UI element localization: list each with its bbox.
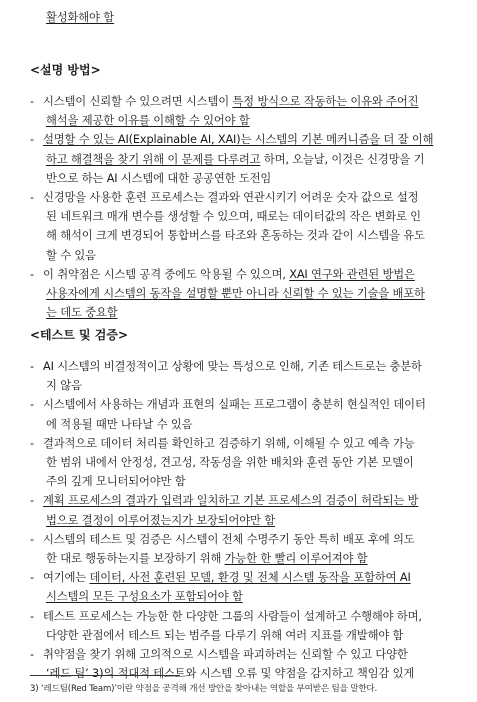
bullet-line bbox=[30, 360, 422, 374]
line-text: 할 수 있음 bbox=[46, 248, 96, 262]
line-text: ‘레드 팀’ 3)의 적대적 테스트와 시스템 오류 및 약점을 감지하고 책임감 있게 bbox=[46, 667, 415, 681]
section-title-explanation: <설명 방법> bbox=[30, 63, 101, 77]
bullet-dash: - bbox=[30, 571, 34, 585]
bullet-line bbox=[30, 648, 408, 662]
bullet-line bbox=[30, 437, 415, 451]
bullet-line bbox=[30, 398, 426, 412]
line-text: 해 해석이 크게 변경되어 통합버스를 타조와 혼동하는 것과 같이 시스템을 유도 bbox=[46, 229, 425, 243]
bullet-line bbox=[30, 133, 433, 147]
continuation-line bbox=[46, 475, 185, 489]
bullet-line bbox=[30, 494, 418, 508]
continuation-line bbox=[46, 172, 271, 186]
footnote: 3) ‘레드팀(Red Team)’이란 약점을 공격해 개선 방안을 찾아내는 역할을 부여받은 팀을 말한다. bbox=[30, 684, 378, 694]
line-text: 지 않음 bbox=[46, 379, 82, 393]
bullet-dash: - bbox=[30, 133, 34, 147]
bullet-dash: - bbox=[30, 398, 34, 412]
line-text: 에 적용될 때만 나타날 수 있음 bbox=[46, 417, 193, 431]
line-text: AI 시스템의 비결정적이고 상황에 맞는 특성으로 인해, 기존 테스트로는 충분하 bbox=[43, 360, 422, 373]
bullet-line bbox=[30, 610, 422, 624]
bullet-dash: - bbox=[30, 648, 34, 661]
line-text: 해석을 제공한 이유를 이해할 수 있어야 함 bbox=[46, 114, 250, 128]
line-text: 여기에는 bbox=[43, 571, 90, 585]
bullet-dash: - bbox=[30, 95, 34, 108]
continuation-line bbox=[46, 229, 425, 243]
bullet-dash: - bbox=[30, 360, 34, 373]
line-text: 설명할 수 있는 AI(Explainable AI, XAI)는 시스템의 기본 메커니즘을 더 잘 이해 bbox=[43, 133, 434, 147]
line-text: 취약점을 찾기 위해 고의적으로 시스템을 파괴하려는 신뢰할 수 있고 다양한 bbox=[43, 648, 408, 661]
line-text: 하며, 오늘날, 이것은 신경망을 기 bbox=[260, 152, 425, 166]
continuation-line bbox=[46, 514, 275, 528]
line-text: 결과적으로 데이터 처리를 확인하고 검증하기 위해, 이해될 수 있고 예측 가능 bbox=[43, 436, 415, 450]
continuation-line bbox=[46, 379, 82, 393]
line-text: 사용자에게 시스템의 동작을 설명할 뿐만 아니라 신뢰할 수 있는 기술을 배포하 bbox=[46, 287, 425, 300]
bullet-line bbox=[30, 268, 415, 282]
continuation-line bbox=[46, 590, 243, 604]
footnote-divider bbox=[30, 675, 180, 676]
line-text: 시스템에서 사용하는 개념과 표현의 실패는 프로그램이 충분히 현실적인 데이터 bbox=[43, 398, 426, 412]
bullet-dash: - bbox=[30, 191, 34, 204]
line-text: 는 데도 중요함 bbox=[46, 306, 118, 320]
continuation-line bbox=[46, 418, 192, 432]
line-text: 시스템의 테스트 및 검증은 시스템이 전체 수명주기 동안 특히 배포 후에 의도 bbox=[43, 532, 415, 546]
bullet-dash: - bbox=[30, 494, 34, 508]
line-text: 가능한 한 빨리 이루어져야 함 bbox=[224, 552, 368, 565]
line-text: 하고 해결책을 찾기 위해 이 문제를 다루려고 bbox=[46, 152, 261, 166]
line-text: 한 범위 내에서 안정성, 견고성, 작동성을 위한 배치와 훈련 동안 기본 모델이 bbox=[46, 456, 414, 469]
continuation-line bbox=[46, 249, 96, 263]
continuation-line bbox=[46, 210, 421, 224]
bullet-dash: - bbox=[30, 532, 34, 546]
bullet-line bbox=[30, 571, 411, 585]
continuation-line bbox=[46, 287, 425, 301]
top-line: 활성화해야 함 bbox=[46, 11, 115, 24]
line-text: 다양한 관점에서 테스트 되는 범주를 다루기 위해 여러 지표를 개발해야 함 bbox=[46, 628, 404, 642]
bullet-line bbox=[30, 533, 415, 547]
line-text: 시스템의 모든 구성요소가 포함되어야 함 bbox=[46, 590, 243, 604]
bullet-dash: - bbox=[30, 267, 34, 281]
continuation-line bbox=[46, 153, 424, 167]
line-text: 이 취약점은 시스템 공격 중에도 악용될 수 있으며, bbox=[43, 267, 290, 281]
line-text: 신경망을 사용한 훈련 프로세스는 결과와 연관시키기 어려운 숫자 값으로 설정 bbox=[43, 191, 419, 204]
line-text: 된 네트워크 매개 변수를 생성할 수 있으며, 때로는 데이터값의 작은 변화로 인 bbox=[46, 210, 421, 224]
continuation-line bbox=[46, 456, 414, 470]
continuation-line bbox=[46, 114, 250, 128]
continuation-line bbox=[46, 552, 368, 566]
line-text: 시스템이 신뢰할 수 있으려면 시스템이 bbox=[43, 95, 233, 108]
bullet-line bbox=[30, 95, 418, 109]
bullet-line bbox=[30, 191, 418, 205]
bullet-dash: - bbox=[30, 609, 34, 623]
line-text: XAI 연구와 관련된 방법은 bbox=[289, 267, 415, 281]
line-text: 한 대로 행동하는지를 보장하기 위해 bbox=[46, 552, 225, 565]
continuation-line bbox=[46, 306, 117, 320]
line-text: 데이터, 사전 훈련된 모델, 환경 및 전체 시스템 동작을 포함하여 AI bbox=[89, 571, 411, 585]
section-title-testing: <테스트 및 검증> bbox=[30, 328, 129, 342]
line-text: 반으로 하는 AI 시스템에 대한 공공연한 도전임 bbox=[46, 171, 272, 185]
continuation-line bbox=[46, 629, 403, 643]
line-text: 테스트 프로세스는 가능한 한 다양한 그룹의 사람들이 설계하고 수행해야 하며, bbox=[43, 609, 422, 623]
line-text: 특정 방식으로 작동하는 이유와 주어진 bbox=[232, 95, 419, 108]
line-text: 주의 깊게 모니터되어야만 함 bbox=[46, 475, 186, 489]
bullet-dash: - bbox=[30, 436, 34, 450]
line-text: 법으로 결정이 이루어졌는지가 보장되어야만 함 bbox=[46, 513, 276, 527]
line-text: 계획 프로세스의 결과가 입력과 일치하고 기본 프로세스의 검증이 허락되는 방 bbox=[43, 494, 419, 508]
